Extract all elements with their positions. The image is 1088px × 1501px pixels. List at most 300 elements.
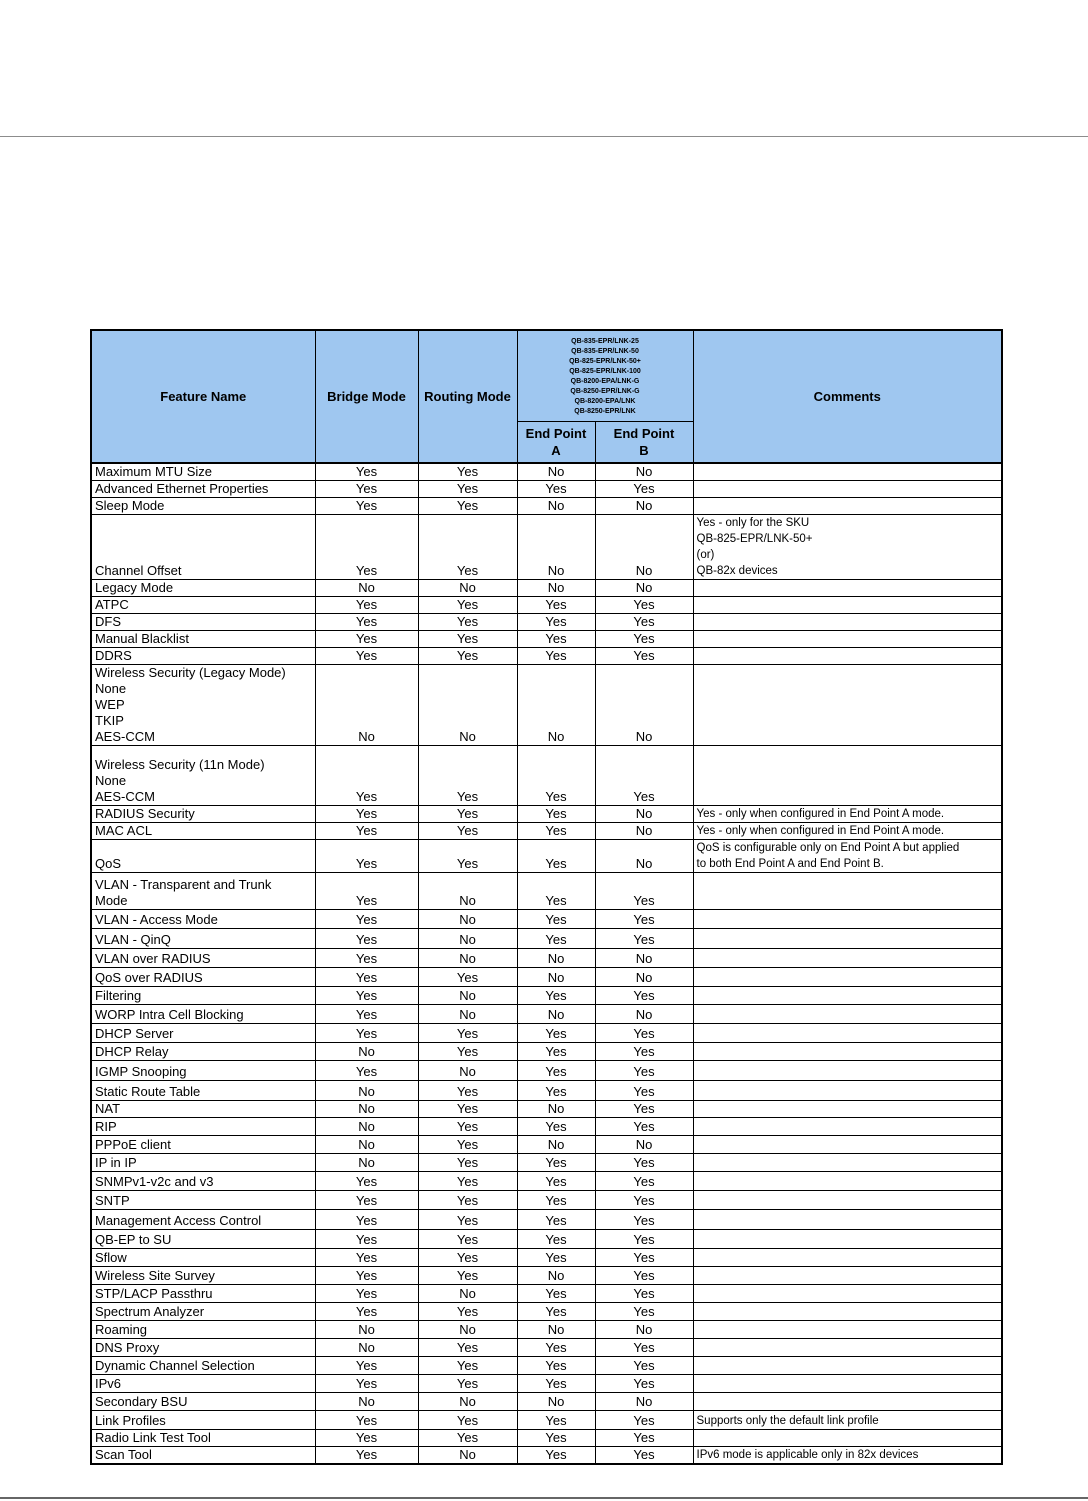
end-point-a-cell: Yes bbox=[517, 1154, 595, 1172]
feature-name-cell bbox=[91, 1357, 315, 1375]
feature-name-line: MAC ACL bbox=[95, 823, 153, 838]
end-point-a-cell: No bbox=[517, 1101, 595, 1118]
sku-item: QB-8250-EPR/LNK bbox=[574, 408, 636, 415]
feature-name-line: Sflow bbox=[95, 1250, 127, 1265]
feature-name-line: Spectrum Analyzer bbox=[95, 1304, 205, 1319]
feature-name-cell bbox=[91, 806, 315, 823]
comment-cell bbox=[693, 806, 1002, 823]
comment-cell bbox=[693, 614, 1002, 631]
end-point-b-cell: Yes bbox=[595, 648, 693, 665]
routing-mode-cell: Yes bbox=[418, 968, 517, 987]
end-point-a-cell: Yes bbox=[517, 1249, 595, 1267]
end-point-a-cell: Yes bbox=[517, 746, 595, 806]
comment-cell bbox=[693, 873, 1002, 910]
feature-name-cell bbox=[91, 580, 315, 597]
feature-name-line: Dynamic Channel Selection bbox=[95, 1358, 255, 1373]
end-point-a-cell: Yes bbox=[517, 910, 595, 929]
feature-name-line: WORP Intra Cell Blocking bbox=[95, 1007, 244, 1022]
table-row bbox=[91, 968, 1002, 987]
end-point-b-cell: No bbox=[595, 1005, 693, 1024]
feature-name-cell bbox=[91, 515, 315, 580]
comment-cell bbox=[693, 1285, 1002, 1303]
feature-name-line: ATPC bbox=[95, 597, 129, 612]
feature-name-cell bbox=[91, 1118, 315, 1136]
comment-cell bbox=[693, 463, 1002, 481]
routing-mode-cell: Yes bbox=[418, 1430, 517, 1447]
comment-cell bbox=[693, 949, 1002, 968]
table-row bbox=[91, 1061, 1002, 1081]
comment-cell bbox=[693, 1321, 1002, 1339]
end-point-b-cell: No bbox=[595, 1136, 693, 1154]
routing-mode-cell: No bbox=[418, 580, 517, 597]
comment-line: Yes - only for the SKU bbox=[696, 517, 810, 529]
bridge-mode-cell: Yes bbox=[315, 1267, 418, 1285]
bridge-mode-cell: Yes bbox=[315, 1210, 418, 1230]
table-row bbox=[91, 910, 1002, 929]
end-point-a-cell: Yes bbox=[517, 823, 595, 840]
comment-cell bbox=[693, 1411, 1002, 1430]
feature-name-line: Wireless Site Survey bbox=[95, 1268, 215, 1283]
routing-mode-cell: Yes bbox=[418, 614, 517, 631]
comment-cell bbox=[693, 987, 1002, 1005]
end-point-a-cell: No bbox=[517, 1136, 595, 1154]
table-row bbox=[91, 648, 1002, 665]
header-divider bbox=[0, 136, 1088, 137]
end-point-b-cell: Yes bbox=[595, 1375, 693, 1393]
routing-mode-cell: Yes bbox=[418, 1303, 517, 1321]
feature-name-line: Advanced Ethernet Properties bbox=[95, 481, 269, 496]
routing-mode-cell: Yes bbox=[418, 1230, 517, 1249]
table-row bbox=[91, 1285, 1002, 1303]
bridge-mode-cell: Yes bbox=[315, 929, 418, 949]
bridge-mode-cell: Yes bbox=[315, 648, 418, 665]
feature-name-line: Link Profiles bbox=[95, 1413, 166, 1428]
comment-line: to both End Point A and End Point B. bbox=[696, 858, 884, 870]
feature-name-cell bbox=[91, 746, 315, 806]
routing-mode-cell: Yes bbox=[418, 1043, 517, 1061]
routing-mode-cell: Yes bbox=[418, 1339, 517, 1357]
comment-line: QoS is configurable only on End Point A but applied bbox=[696, 842, 960, 854]
routing-mode-cell: Yes bbox=[418, 746, 517, 806]
table-row bbox=[91, 597, 1002, 614]
comment-cell bbox=[693, 1061, 1002, 1081]
feature-name-line: Radio Link Test Tool bbox=[95, 1430, 211, 1445]
comment-cell bbox=[693, 840, 1002, 873]
table-row bbox=[91, 1357, 1002, 1375]
end-point-a-cell: Yes bbox=[517, 1375, 595, 1393]
comment-cell bbox=[693, 746, 1002, 806]
header-sku-list bbox=[517, 330, 693, 422]
feature-name-line: STP/LACP Passthru bbox=[95, 1286, 213, 1301]
comment-cell bbox=[693, 910, 1002, 929]
routing-mode-cell: Yes bbox=[418, 597, 517, 614]
feature-name-cell bbox=[91, 1024, 315, 1043]
feature-matrix-table bbox=[90, 329, 1003, 1465]
end-point-b-cell: Yes bbox=[595, 987, 693, 1005]
bridge-mode-cell: No bbox=[315, 1321, 418, 1339]
feature-name-cell bbox=[91, 463, 315, 481]
feature-name-cell bbox=[91, 1101, 315, 1118]
feature-name-cell bbox=[91, 1321, 315, 1339]
feature-name-line: Wireless Security (Legacy Mode) bbox=[95, 665, 286, 680]
end-point-b-cell: Yes bbox=[595, 1081, 693, 1101]
feature-name-cell bbox=[91, 1339, 315, 1357]
comment-cell bbox=[693, 1154, 1002, 1172]
header-end-point-b-line1: End Point bbox=[613, 426, 675, 441]
end-point-a-cell: No bbox=[517, 580, 595, 597]
feature-name-line: PPPoE client bbox=[95, 1137, 171, 1152]
feature-name-cell bbox=[91, 498, 315, 515]
comment-cell bbox=[693, 1005, 1002, 1024]
end-point-a-cell: No bbox=[517, 1393, 595, 1411]
table-row bbox=[91, 1118, 1002, 1136]
end-point-b-cell: Yes bbox=[595, 1285, 693, 1303]
bridge-mode-cell: No bbox=[315, 1081, 418, 1101]
bridge-mode-cell: Yes bbox=[315, 1285, 418, 1303]
bridge-mode-cell: No bbox=[315, 1136, 418, 1154]
end-point-b-cell: No bbox=[595, 823, 693, 840]
bridge-mode-cell: Yes bbox=[315, 1230, 418, 1249]
feature-name-line: RIP bbox=[95, 1119, 117, 1134]
feature-name-cell bbox=[91, 1249, 315, 1267]
bridge-mode-cell: Yes bbox=[315, 1357, 418, 1375]
end-point-a-cell: No bbox=[517, 1321, 595, 1339]
feature-name-line: AES-CCM bbox=[95, 789, 155, 804]
feature-name-cell bbox=[91, 1081, 315, 1101]
feature-name-line: VLAN over RADIUS bbox=[95, 951, 211, 966]
routing-mode-cell: Yes bbox=[418, 806, 517, 823]
end-point-b-cell: No bbox=[595, 665, 693, 746]
comment-cell bbox=[693, 929, 1002, 949]
table-row bbox=[91, 1303, 1002, 1321]
end-point-b-cell: Yes bbox=[595, 929, 693, 949]
feature-name-line: TKIP bbox=[95, 713, 124, 728]
feature-name-cell bbox=[91, 987, 315, 1005]
feature-name-line: Secondary BSU bbox=[95, 1394, 188, 1409]
feature-name-line: VLAN - QinQ bbox=[95, 932, 171, 947]
feature-name-cell bbox=[91, 597, 315, 614]
feature-name-line: DFS bbox=[95, 614, 121, 629]
table-row bbox=[91, 515, 1002, 580]
routing-mode-cell: Yes bbox=[418, 823, 517, 840]
table-row bbox=[91, 1210, 1002, 1230]
feature-name-line: SNMPv1-v2c and v3 bbox=[95, 1174, 214, 1189]
end-point-a-cell: Yes bbox=[517, 1081, 595, 1101]
bridge-mode-cell: Yes bbox=[315, 968, 418, 987]
comment-cell bbox=[693, 1191, 1002, 1210]
comment-line: Supports only the default link profile bbox=[696, 1415, 879, 1427]
bridge-mode-cell: Yes bbox=[315, 597, 418, 614]
comment-line: IPv6 mode is applicable only in 82x devices bbox=[696, 1449, 919, 1461]
bridge-mode-cell: Yes bbox=[315, 1303, 418, 1321]
end-point-b-cell: No bbox=[595, 515, 693, 580]
end-point-b-cell: No bbox=[595, 463, 693, 481]
comment-cell bbox=[693, 1210, 1002, 1230]
bridge-mode-cell: Yes bbox=[315, 1191, 418, 1210]
routing-mode-cell: No bbox=[418, 1285, 517, 1303]
end-point-b-cell: No bbox=[595, 1321, 693, 1339]
end-point-a-cell: No bbox=[517, 463, 595, 481]
bridge-mode-cell: No bbox=[315, 665, 418, 746]
routing-mode-cell: Yes bbox=[418, 1267, 517, 1285]
bridge-mode-cell: No bbox=[315, 1043, 418, 1061]
routing-mode-cell: Yes bbox=[418, 1411, 517, 1430]
feature-name-line: VLAN - Transparent and Trunk bbox=[95, 877, 272, 892]
routing-mode-cell: No bbox=[418, 1321, 517, 1339]
table-row bbox=[91, 1447, 1002, 1465]
end-point-a-cell: Yes bbox=[517, 987, 595, 1005]
comment-cell bbox=[693, 515, 1002, 580]
routing-mode-cell: Yes bbox=[418, 1154, 517, 1172]
feature-name-cell bbox=[91, 1393, 315, 1411]
feature-name-line: DHCP Relay bbox=[95, 1044, 169, 1059]
table-row bbox=[91, 1339, 1002, 1357]
feature-name-line: Management Access Control bbox=[95, 1213, 262, 1228]
table-row bbox=[91, 481, 1002, 498]
feature-name-line: Sleep Mode bbox=[95, 498, 165, 513]
table-row bbox=[91, 746, 1002, 806]
end-point-a-cell: Yes bbox=[517, 1430, 595, 1447]
header-end-point-a-line1: End Point bbox=[525, 426, 587, 441]
comment-cell bbox=[693, 1339, 1002, 1357]
feature-name-line: None bbox=[95, 773, 127, 788]
end-point-a-cell: Yes bbox=[517, 614, 595, 631]
end-point-b-cell: Yes bbox=[595, 1118, 693, 1136]
bridge-mode-cell: Yes bbox=[315, 910, 418, 929]
feature-name-cell bbox=[91, 1136, 315, 1154]
end-point-a-cell: Yes bbox=[517, 1061, 595, 1081]
bridge-mode-cell: Yes bbox=[315, 1024, 418, 1043]
feature-name-line: WEP bbox=[95, 697, 125, 712]
comment-line: (or) bbox=[696, 549, 715, 561]
feature-name-cell bbox=[91, 665, 315, 746]
routing-mode-cell: Yes bbox=[418, 1136, 517, 1154]
footer-divider bbox=[0, 1497, 1088, 1499]
routing-mode-cell: Yes bbox=[418, 1210, 517, 1230]
end-point-b-cell: No bbox=[595, 580, 693, 597]
end-point-a-cell: Yes bbox=[517, 1447, 595, 1465]
comment-cell bbox=[693, 481, 1002, 498]
routing-mode-cell: Yes bbox=[418, 1191, 517, 1210]
end-point-b-cell: Yes bbox=[595, 614, 693, 631]
bridge-mode-cell: Yes bbox=[315, 806, 418, 823]
routing-mode-cell: Yes bbox=[418, 1249, 517, 1267]
comment-cell bbox=[693, 1081, 1002, 1101]
bridge-mode-cell: No bbox=[315, 1154, 418, 1172]
comment-cell bbox=[693, 665, 1002, 746]
comment-cell bbox=[693, 1172, 1002, 1191]
end-point-b-cell: Yes bbox=[595, 1430, 693, 1447]
table-row bbox=[91, 1393, 1002, 1411]
feature-name-cell bbox=[91, 648, 315, 665]
table-row bbox=[91, 1249, 1002, 1267]
bridge-mode-cell: No bbox=[315, 1339, 418, 1357]
comment-cell bbox=[693, 1357, 1002, 1375]
comment-cell bbox=[693, 1043, 1002, 1061]
end-point-b-cell: Yes bbox=[595, 1101, 693, 1118]
feature-name-line: Channel Offset bbox=[95, 563, 182, 578]
routing-mode-cell: Yes bbox=[418, 840, 517, 873]
table-row bbox=[91, 1101, 1002, 1118]
end-point-a-cell: Yes bbox=[517, 1118, 595, 1136]
end-point-a-cell: Yes bbox=[517, 929, 595, 949]
header-feature-name: Feature Name bbox=[91, 330, 315, 463]
comment-cell bbox=[693, 631, 1002, 648]
table-row bbox=[91, 1136, 1002, 1154]
comment-cell bbox=[693, 1375, 1002, 1393]
feature-name-cell bbox=[91, 1154, 315, 1172]
feature-name-line: QoS bbox=[95, 856, 122, 871]
sku-item: QB-835-EPR/LNK-50 bbox=[571, 348, 639, 355]
feature-name-line: DDRS bbox=[95, 648, 132, 663]
end-point-a-cell: Yes bbox=[517, 1303, 595, 1321]
bridge-mode-cell: Yes bbox=[315, 840, 418, 873]
end-point-a-cell: Yes bbox=[517, 806, 595, 823]
table-row bbox=[91, 1154, 1002, 1172]
routing-mode-cell: No bbox=[418, 873, 517, 910]
end-point-a-cell: No bbox=[517, 968, 595, 987]
sku-item: QB-835-EPR/LNK-25 bbox=[571, 338, 639, 345]
feature-name-line: Scan Tool bbox=[95, 1447, 152, 1462]
comment-cell bbox=[693, 823, 1002, 840]
end-point-b-cell: No bbox=[595, 949, 693, 968]
feature-name-line: Mode bbox=[95, 893, 128, 908]
end-point-b-cell: Yes bbox=[595, 631, 693, 648]
routing-mode-cell: No bbox=[418, 949, 517, 968]
table-row bbox=[91, 665, 1002, 746]
bridge-mode-cell: Yes bbox=[315, 463, 418, 481]
comment-cell bbox=[693, 1230, 1002, 1249]
bridge-mode-cell: Yes bbox=[315, 631, 418, 648]
end-point-b-cell: Yes bbox=[595, 1230, 693, 1249]
feature-name-line: Wireless Security (11n Mode) bbox=[95, 757, 265, 772]
routing-mode-cell: No bbox=[418, 1447, 517, 1465]
bridge-mode-cell: Yes bbox=[315, 987, 418, 1005]
feature-name-cell bbox=[91, 481, 315, 498]
feature-name-cell bbox=[91, 929, 315, 949]
end-point-a-cell: Yes bbox=[517, 1339, 595, 1357]
feature-name-cell bbox=[91, 1172, 315, 1191]
bridge-mode-cell: Yes bbox=[315, 614, 418, 631]
routing-mode-cell: Yes bbox=[418, 1357, 517, 1375]
bridge-mode-cell: No bbox=[315, 1118, 418, 1136]
routing-mode-cell: Yes bbox=[418, 1172, 517, 1191]
routing-mode-cell: No bbox=[418, 665, 517, 746]
routing-mode-cell: Yes bbox=[418, 463, 517, 481]
feature-name-cell bbox=[91, 968, 315, 987]
header-end-point-b bbox=[595, 422, 693, 464]
end-point-a-cell: No bbox=[517, 665, 595, 746]
end-point-a-cell: Yes bbox=[517, 1411, 595, 1430]
table-row bbox=[91, 840, 1002, 873]
feature-name-line: Roaming bbox=[95, 1322, 148, 1337]
routing-mode-cell: Yes bbox=[418, 1101, 517, 1118]
routing-mode-cell: Yes bbox=[418, 481, 517, 498]
bridge-mode-cell: Yes bbox=[315, 1375, 418, 1393]
bridge-mode-cell: Yes bbox=[315, 481, 418, 498]
comment-cell bbox=[693, 1430, 1002, 1447]
feature-name-cell bbox=[91, 910, 315, 929]
end-point-b-cell: Yes bbox=[595, 481, 693, 498]
end-point-a-cell: No bbox=[517, 498, 595, 515]
end-point-b-cell: Yes bbox=[595, 1024, 693, 1043]
table-body bbox=[91, 463, 1002, 1464]
feature-name-cell bbox=[91, 614, 315, 631]
routing-mode-cell: Yes bbox=[418, 1118, 517, 1136]
comment-line: QB-82x devices bbox=[696, 565, 778, 577]
feature-name-line: DNS Proxy bbox=[95, 1340, 160, 1355]
routing-mode-cell: No bbox=[418, 1005, 517, 1024]
feature-name-cell bbox=[91, 1061, 315, 1081]
table-row bbox=[91, 1024, 1002, 1043]
comment-cell bbox=[693, 1024, 1002, 1043]
feature-name-line: IPv6 bbox=[95, 1376, 122, 1391]
feature-name-cell bbox=[91, 1230, 315, 1249]
routing-mode-cell: Yes bbox=[418, 515, 517, 580]
comment-line: QB-825-EPR/LNK-50+ bbox=[696, 533, 813, 545]
comment-line: Yes - only when configured in End Point A mode. bbox=[696, 808, 945, 820]
header-end-point-a-line2: A bbox=[551, 443, 561, 458]
end-point-b-cell: Yes bbox=[595, 1172, 693, 1191]
routing-mode-cell: Yes bbox=[418, 631, 517, 648]
bridge-mode-cell: Yes bbox=[315, 515, 418, 580]
comment-cell bbox=[693, 1267, 1002, 1285]
table-row bbox=[91, 1321, 1002, 1339]
bridge-mode-cell: Yes bbox=[315, 1447, 418, 1465]
routing-mode-cell: Yes bbox=[418, 1024, 517, 1043]
end-point-a-cell: Yes bbox=[517, 1210, 595, 1230]
end-point-b-cell: No bbox=[595, 840, 693, 873]
header-comments: Comments bbox=[693, 330, 1002, 463]
table-header bbox=[91, 330, 1002, 463]
feature-name-cell bbox=[91, 1191, 315, 1210]
comment-cell bbox=[693, 597, 1002, 614]
routing-mode-cell: Yes bbox=[418, 498, 517, 515]
sku-item: QB-8250-EPR/LNK-G bbox=[570, 388, 640, 395]
feature-name-line: DHCP Server bbox=[95, 1026, 174, 1041]
table-row bbox=[91, 1230, 1002, 1249]
bridge-mode-cell: No bbox=[315, 1101, 418, 1118]
table-row bbox=[91, 806, 1002, 823]
feature-name-line: NAT bbox=[95, 1101, 121, 1116]
end-point-b-cell: Yes bbox=[595, 597, 693, 614]
feature-name-line: AES-CCM bbox=[95, 729, 155, 744]
end-point-b-cell: Yes bbox=[595, 1154, 693, 1172]
routing-mode-cell: No bbox=[418, 1393, 517, 1411]
bridge-mode-cell: Yes bbox=[315, 949, 418, 968]
table-row bbox=[91, 873, 1002, 910]
table-row bbox=[91, 1430, 1002, 1447]
table-row bbox=[91, 823, 1002, 840]
feature-name-cell bbox=[91, 1210, 315, 1230]
comment-cell bbox=[693, 1101, 1002, 1118]
bridge-mode-cell: Yes bbox=[315, 1172, 418, 1191]
feature-name-line: IGMP Snooping bbox=[95, 1064, 187, 1079]
end-point-b-cell: Yes bbox=[595, 1210, 693, 1230]
end-point-a-cell: No bbox=[517, 949, 595, 968]
bridge-mode-cell: Yes bbox=[315, 1249, 418, 1267]
end-point-b-cell: Yes bbox=[595, 1249, 693, 1267]
feature-name-cell bbox=[91, 1375, 315, 1393]
comment-cell bbox=[693, 1393, 1002, 1411]
bridge-mode-cell: Yes bbox=[315, 1430, 418, 1447]
end-point-b-cell: No bbox=[595, 498, 693, 515]
routing-mode-cell: No bbox=[418, 929, 517, 949]
end-point-a-cell: Yes bbox=[517, 873, 595, 910]
feature-name-line: Static Route Table bbox=[95, 1084, 201, 1099]
comment-cell bbox=[693, 1118, 1002, 1136]
routing-mode-cell: Yes bbox=[418, 1375, 517, 1393]
